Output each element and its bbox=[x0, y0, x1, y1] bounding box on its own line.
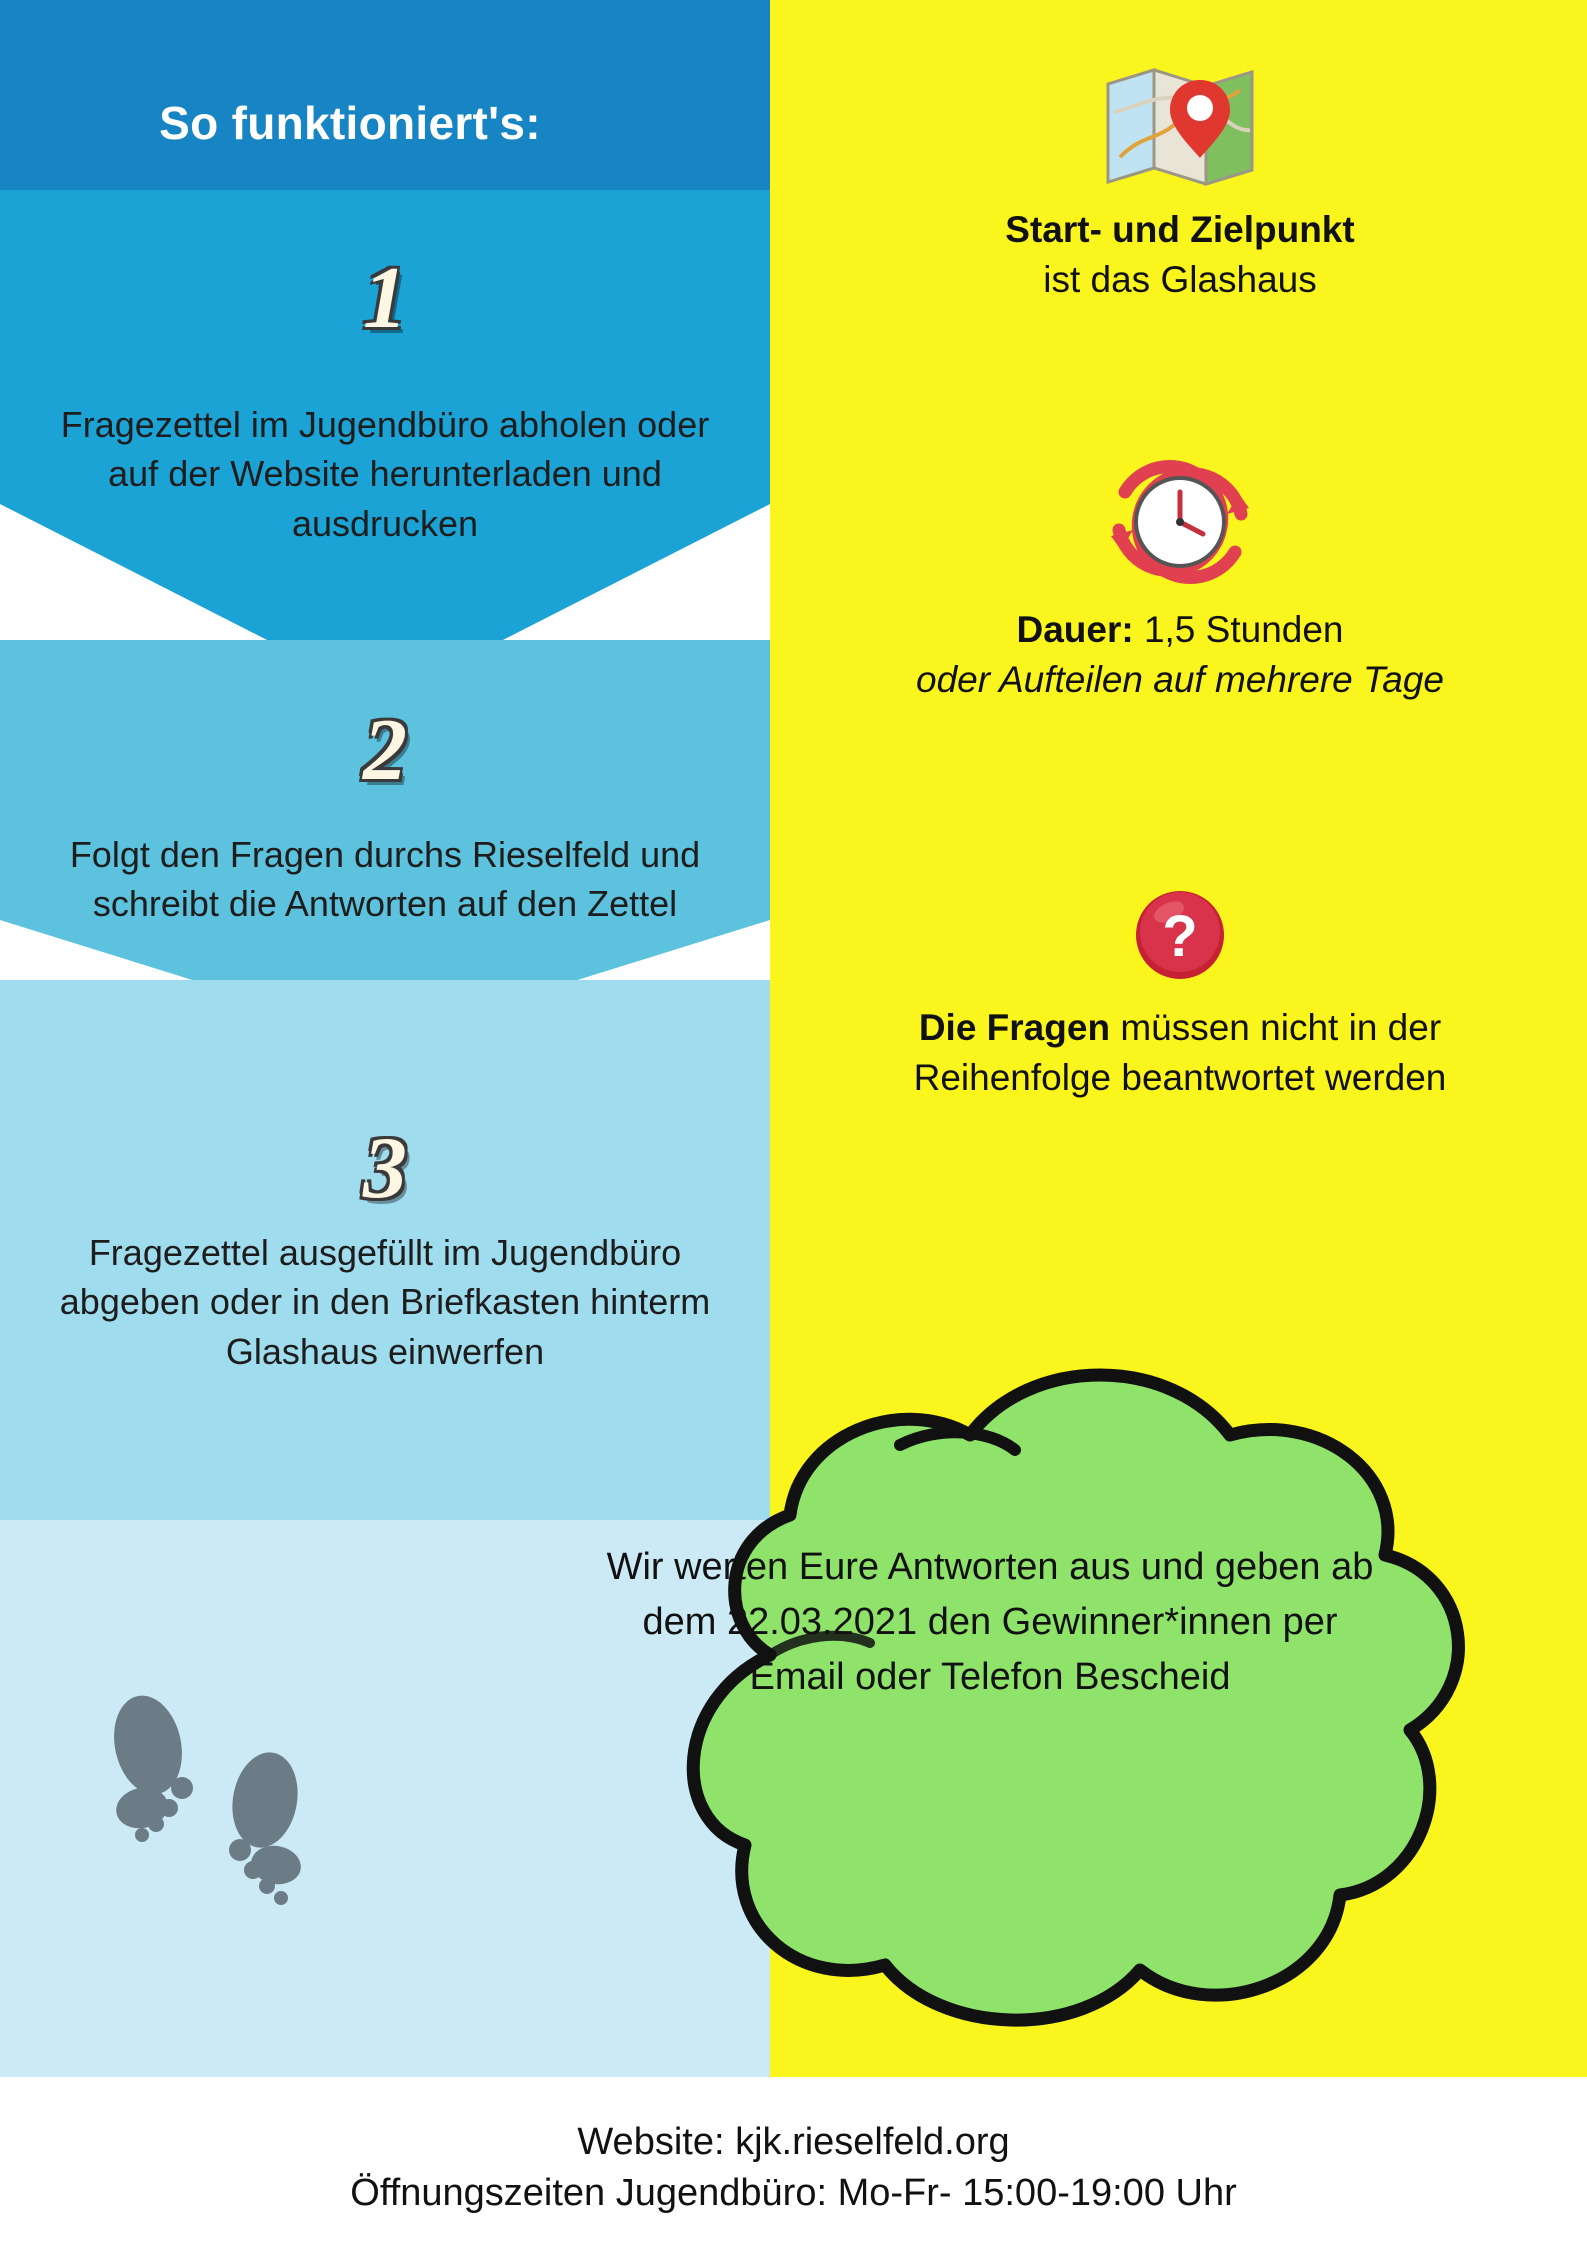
step-number-2: 2 bbox=[363, 702, 407, 799]
step-number-1: 1 bbox=[363, 250, 407, 347]
cloud-callout bbox=[470, 1325, 1510, 2085]
footer-website: Website: kjk.rieselfeld.org bbox=[577, 2121, 1010, 2163]
info-block-questions bbox=[830, 880, 1530, 1103]
info-bold-1: Start- und Zielpunkt bbox=[1005, 209, 1355, 250]
page-title: So funktioniert's: bbox=[159, 97, 541, 149]
cloud-text: Wir werten Eure Antworten aus und geben ab dem 22.03.2021 den Gewinner*innen per Email oder Telefon Bescheid bbox=[606, 1546, 1374, 1699]
step-text-3: Fragezettel ausgefüllt im Jugendbüro abgeben oder in den Briefkasten hinterm Glashaus einwerfen bbox=[59, 1232, 711, 1372]
info-block-start-point bbox=[830, 62, 1530, 305]
svg-text:?: ? bbox=[1162, 904, 1198, 969]
question-mark-icon bbox=[830, 880, 1530, 995]
step-text-1: Fragezettel im Jugendbüro abholen oder auf der Website herunterladen und ausdrucken bbox=[60, 404, 710, 544]
info-italic-2: oder Aufteilen auf mehrere Tage bbox=[916, 658, 1444, 700]
title-band bbox=[0, 0, 770, 190]
info-rest-1: ist das Glashaus bbox=[1043, 258, 1317, 300]
step-number-3: 3 bbox=[363, 1120, 407, 1217]
info-rest-3: müssen nicht in der Reihenfolge beantwortet werden bbox=[913, 1007, 1447, 1098]
footer bbox=[0, 2077, 1587, 2245]
info-bold-2: Dauer: bbox=[1016, 609, 1134, 650]
step-text-2: Folgt den Fragen durchs Rieselfeld und schreibt die Antworten auf den Zettel bbox=[69, 834, 701, 925]
info-block-start-point-text bbox=[830, 205, 1530, 305]
info-block-questions-text bbox=[830, 1003, 1530, 1103]
clock-icon bbox=[830, 452, 1530, 597]
info-block-duration bbox=[830, 452, 1530, 705]
footer-hours: Öffnungszeiten Jugendbüro: Mo-Fr- 15:00-19:00 Uhr bbox=[350, 2172, 1237, 2215]
info-rest-2: 1,5 Stunden bbox=[1133, 609, 1344, 650]
info-block-duration-text bbox=[830, 605, 1530, 705]
footprints-icon bbox=[90, 1690, 380, 1960]
map-icon bbox=[830, 62, 1530, 197]
info-bold-3: Die Fragen bbox=[918, 1007, 1111, 1048]
